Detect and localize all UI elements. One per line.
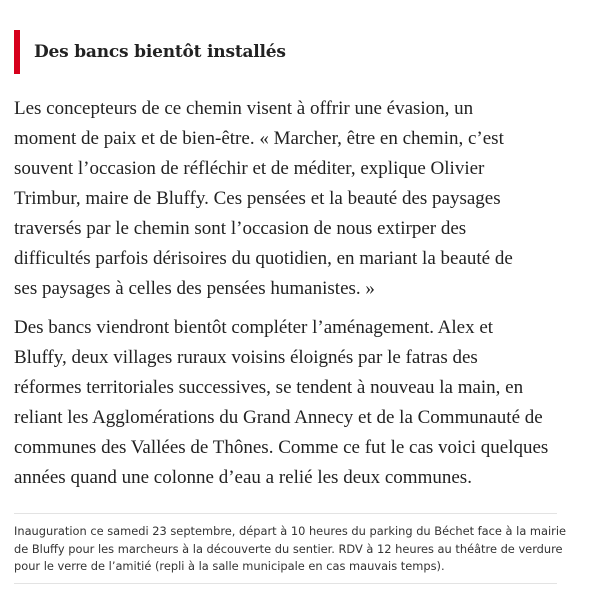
paragraph-line: Bluffy, deux villages ruraux voisins éloignés par le fatras des [14, 347, 478, 368]
paragraph-line: réformes territoriales successives, se tendent à nouveau la main, en [14, 377, 524, 398]
paragraph-line: reliant les Agglomérations du Grand Annecy et de la Communauté de [14, 407, 543, 428]
paragraph-line: ses paysages à celles des pensées humanistes. » [14, 278, 375, 299]
paragraph-line: Des bancs viendront bientôt compléter l’aménagement. Alex et [14, 317, 494, 338]
paragraph-line: Les concepteurs de ce chemin visent à offrir une évasion, un [14, 98, 474, 119]
paragraph-line: difficultés parfois dérisoires du quotidien, en mariant la beauté de [14, 248, 513, 269]
paragraph-line: souvent l’occasion de réfléchir et de méditer, explique Olivier [14, 158, 485, 179]
info-note [14, 513, 567, 584]
paragraph-2 [14, 313, 559, 493]
paragraph-line: communes des Vallées de Thônes. Comme ce fut le cas voici quelques [14, 437, 549, 458]
paragraph-line: traversés par le chemin sont l’occasion de nous extirper des [14, 218, 467, 239]
subheading-accent-bar [14, 30, 20, 74]
paragraph-line: Trimbur, maire de Bluffy. Ces pensées et la beauté des paysages [14, 188, 501, 209]
info-note-line: de Bluffy pour les marcheurs à la découverte du sentier. RDV à 12 heures au théâtre de verdure [14, 541, 563, 556]
paragraph-line: années quand une colonne d’eau a relié les deux communes. [14, 467, 472, 488]
info-note-line: pour le verre de l’amitié (repli à la salle municipale en cas mauvais temps). [14, 559, 445, 573]
info-note-line: Inauguration ce samedi 23 septembre, départ à 10 heures du parking du Béchet face à la mairie [14, 524, 567, 538]
paragraph-1 [14, 94, 559, 304]
paragraph-line: moment de paix et de bien-être. « Marcher, être en chemin, c’est [14, 128, 504, 149]
section-subheading [14, 30, 554, 74]
subheading-title: Des bancs bientôt installés [34, 42, 286, 62]
